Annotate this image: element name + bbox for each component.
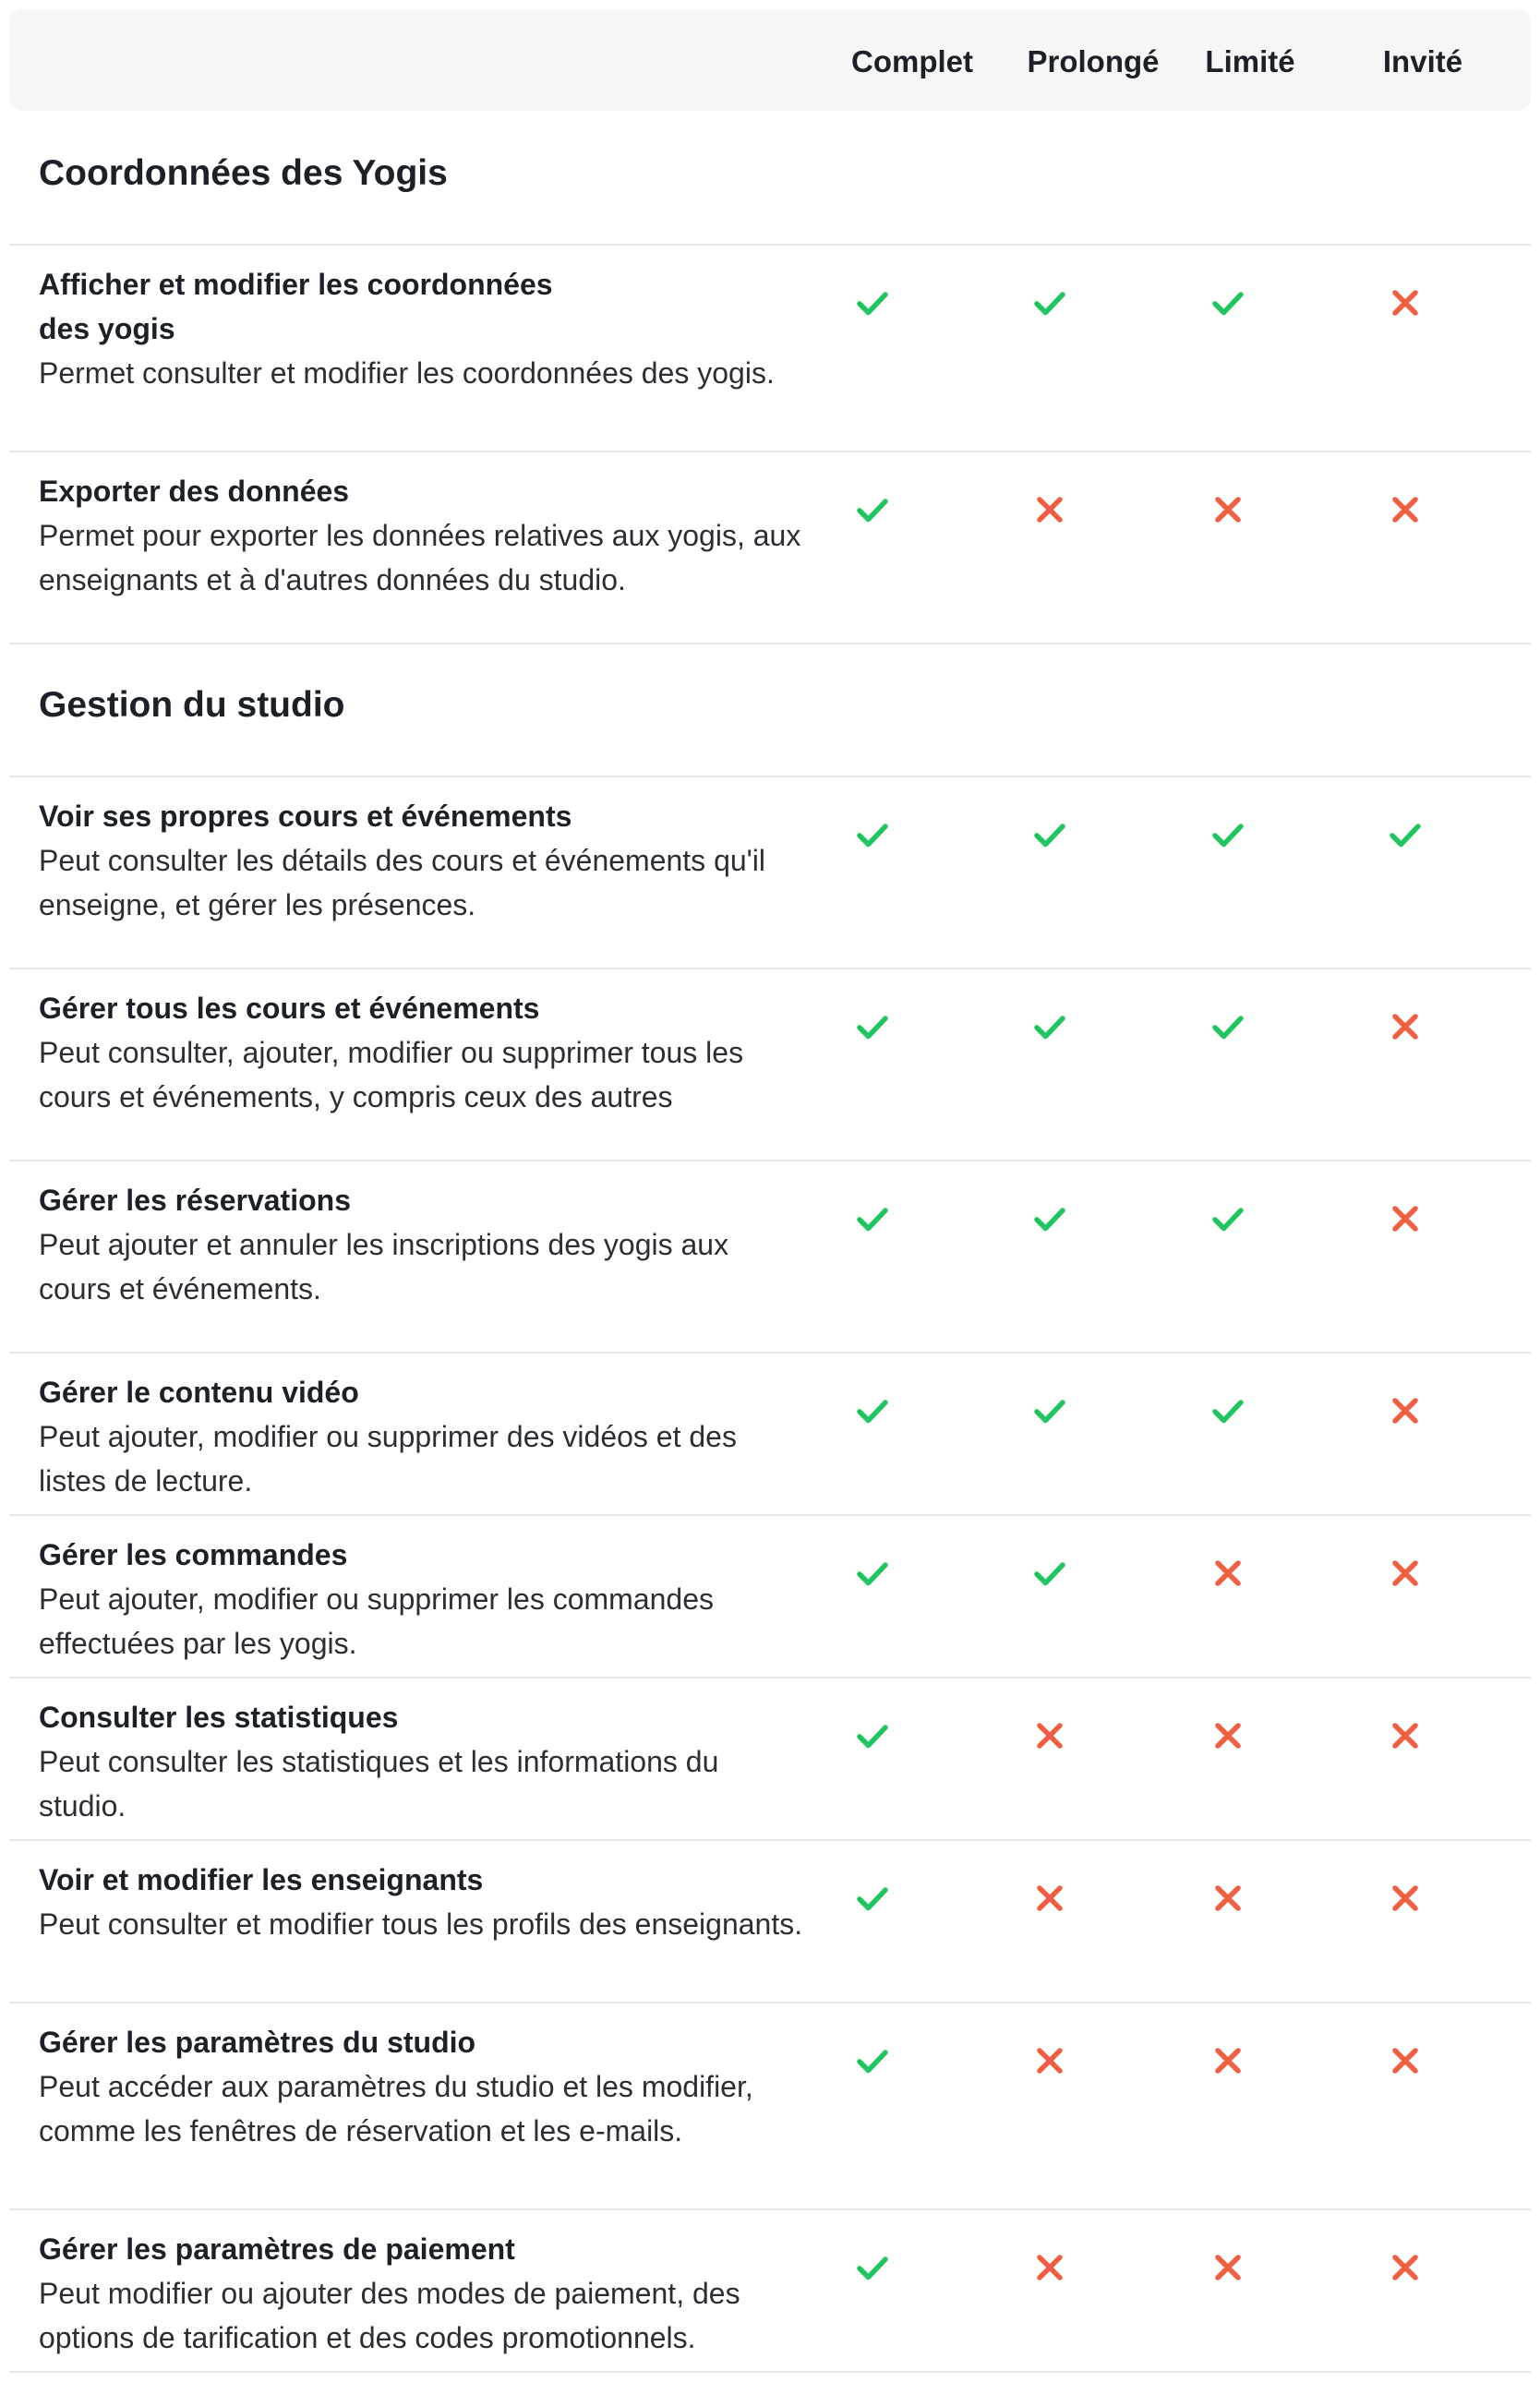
check-icon bbox=[854, 2249, 891, 2286]
permission-title: Voir et modifier les enseignants bbox=[39, 1863, 484, 1896]
cross-icon bbox=[1387, 2042, 1424, 2079]
permission-title: Consulter les statistiques bbox=[39, 1701, 399, 1734]
table-header bbox=[9, 9, 1531, 111]
permission-row-bookings bbox=[0, 1160, 1540, 1352]
permission-row-statistics bbox=[0, 1677, 1540, 1839]
cross-icon bbox=[1031, 491, 1068, 528]
check-icon bbox=[854, 1392, 891, 1429]
check-icon bbox=[854, 1555, 891, 1592]
permission-row-payment-settings bbox=[0, 2208, 1540, 2371]
column-header-complet: Complet bbox=[851, 44, 973, 78]
cross-icon bbox=[1387, 1392, 1424, 1429]
check-icon bbox=[854, 491, 891, 528]
check-icon bbox=[854, 284, 891, 321]
cross-icon bbox=[1031, 1717, 1068, 1754]
permission-row-all-classes bbox=[0, 968, 1540, 1160]
permission-description: Peut modifier ou ajouter des modes de paiement, des options de tarification et des codes promotionnels. bbox=[39, 2277, 740, 2354]
cross-icon bbox=[1209, 2249, 1246, 2286]
check-icon bbox=[854, 1200, 891, 1237]
permission-text bbox=[39, 1370, 805, 1503]
cross-icon bbox=[1387, 1717, 1424, 1754]
cross-icon bbox=[1387, 1880, 1424, 1917]
permission-row-export-data bbox=[0, 451, 1540, 643]
check-icon bbox=[854, 1008, 891, 1045]
permission-title: Gérer les paramètres de paiement bbox=[39, 2232, 515, 2266]
permission-row-own-classes bbox=[0, 776, 1540, 968]
row-divider bbox=[9, 2371, 1531, 2373]
permission-row-studio-settings bbox=[0, 2002, 1540, 2208]
permission-title: Gérer tous les cours et événements bbox=[39, 992, 540, 1025]
permission-text bbox=[39, 469, 805, 602]
row-divider bbox=[9, 643, 1531, 644]
check-icon bbox=[1209, 1392, 1246, 1429]
check-icon bbox=[854, 1717, 891, 1754]
permission-title: Voir ses propres cours et événements bbox=[39, 800, 572, 833]
permission-title: Gérer les paramètres du studio bbox=[39, 2026, 476, 2059]
permission-text bbox=[39, 794, 805, 927]
check-icon bbox=[1209, 284, 1246, 321]
permission-title: Gérer les commandes bbox=[39, 1538, 348, 1571]
check-icon bbox=[1387, 816, 1424, 853]
section-title-studio: Gestion du studio bbox=[39, 685, 345, 725]
permission-row-orders bbox=[0, 1514, 1540, 1677]
permission-title: Exporter des données bbox=[39, 475, 350, 508]
check-icon bbox=[1209, 816, 1246, 853]
permission-description: Peut consulter et modifier tous les profils des enseignants. bbox=[39, 1907, 803, 1941]
check-icon bbox=[854, 2042, 891, 2079]
check-icon bbox=[1209, 1200, 1246, 1237]
permission-text bbox=[39, 1178, 805, 1311]
permission-row-video-content bbox=[0, 1352, 1540, 1514]
cross-icon bbox=[1387, 491, 1424, 528]
check-icon bbox=[1031, 816, 1068, 853]
cross-icon bbox=[1387, 1555, 1424, 1592]
permission-description: Peut ajouter, modifier ou supprimer les commandes effectuées par les yogis. bbox=[39, 1582, 715, 1660]
cross-icon bbox=[1387, 1200, 1424, 1237]
cross-icon bbox=[1209, 491, 1246, 528]
cross-icon bbox=[1031, 2249, 1068, 2286]
section-title-yogis: Coordonnées des Yogis bbox=[39, 153, 448, 193]
permission-description: Peut ajouter, modifier ou supprimer des vidéos et des listes de lecture. bbox=[39, 1420, 737, 1498]
permission-title: Gérer les réservations bbox=[39, 1184, 351, 1217]
permission-description: Permet consulter et modifier les coordonnées des yogis. bbox=[39, 356, 775, 390]
cross-icon bbox=[1031, 1880, 1068, 1917]
permission-description: Peut ajouter et annuler les inscriptions des yogis aux cours et événements. bbox=[39, 1228, 729, 1305]
column-header-prolonge: Prolongé bbox=[1027, 44, 1160, 78]
permission-text bbox=[39, 2227, 805, 2360]
check-icon bbox=[1031, 1555, 1068, 1592]
cross-icon bbox=[1387, 2249, 1424, 2286]
permission-description: Permet pour exporter les données relatives aux yogis, aux enseignants et à d'autres données du studio. bbox=[39, 519, 801, 596]
permission-text bbox=[39, 1858, 805, 1946]
cross-icon bbox=[1209, 1880, 1246, 1917]
check-icon bbox=[1031, 1008, 1068, 1045]
check-icon bbox=[1031, 284, 1068, 321]
permission-description: Peut consulter, ajouter, modifier ou supprimer tous les cours et événements, y compris ceux des autres bbox=[39, 1036, 744, 1113]
permission-row-edit-yogi-details bbox=[0, 244, 1540, 451]
column-header-invite: Invité bbox=[1382, 44, 1463, 78]
permission-title: Gérer le contenu vidéo bbox=[39, 1376, 359, 1409]
column-header-limite: Limité bbox=[1205, 44, 1295, 78]
cross-icon bbox=[1387, 1008, 1424, 1045]
permission-description: Peut consulter les détails des cours et événements qu'il enseigne, et gérer les présences. bbox=[39, 844, 765, 921]
permission-title: Afficher et modifier les coordonnées des yogis bbox=[39, 268, 553, 345]
check-icon bbox=[1031, 1200, 1068, 1237]
check-icon bbox=[1209, 1008, 1246, 1045]
check-icon bbox=[854, 1880, 891, 1917]
cross-icon bbox=[1209, 1717, 1246, 1754]
permission-description: Peut accéder aux paramètres du studio et les modifier, comme les fenêtres de réservation et les e-mails. bbox=[39, 2070, 753, 2147]
cross-icon bbox=[1031, 2042, 1068, 2079]
cross-icon bbox=[1209, 1555, 1246, 1592]
cross-icon bbox=[1387, 284, 1424, 321]
check-icon bbox=[854, 816, 891, 853]
permission-text bbox=[39, 1533, 805, 1666]
permission-text bbox=[39, 1695, 805, 1828]
permission-text bbox=[39, 2020, 805, 2153]
permission-text bbox=[39, 986, 805, 1119]
check-icon bbox=[1031, 1392, 1068, 1429]
permission-text bbox=[39, 262, 805, 395]
permission-description: Peut consulter les statistiques et les informations du studio. bbox=[39, 1745, 719, 1823]
cross-icon bbox=[1209, 2042, 1246, 2079]
permission-row-teachers bbox=[0, 1839, 1540, 2002]
